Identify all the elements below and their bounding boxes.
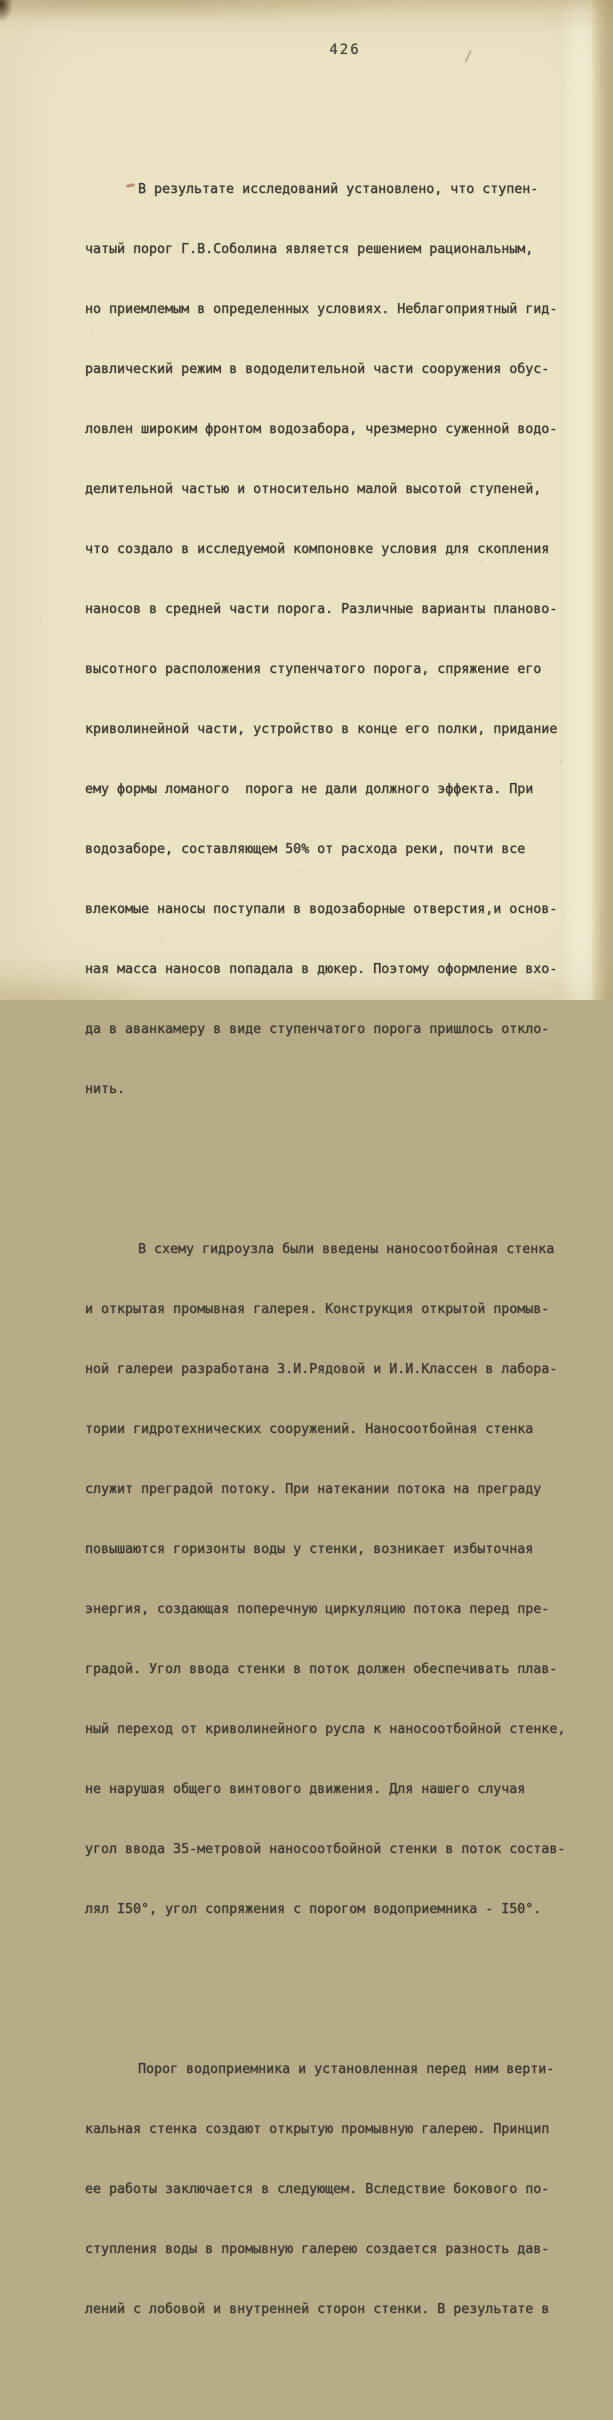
text-line: градой. Угол ввода стенки в поток должен обеспечивать плав- [85, 1662, 558, 1677]
page-text [85, 80, 567, 2420]
text-line: Порог водоприемника и установленная перед ним верти- [138, 2062, 555, 2077]
text-line: В результате исследований установлено, что ступен- [138, 182, 539, 197]
text-line: ная масса наносов попадала в дюкер. Поэтому оформление вхо- [85, 962, 558, 977]
text-line: равлический режим в вододелительной части сооружения обус- [85, 362, 550, 377]
text-line: лял I50°, угол сопряжения с порогом водоприемника - I50°. [85, 1902, 542, 1917]
text-line: и открытая промывная галерея. Конструкция открытой промыв- [85, 1302, 550, 1317]
paper-grain [0, 0, 2, 2]
text-line: наносов в средней части порога. Различные варианты планово- [85, 602, 558, 617]
text-line: но приемлемым в определенных условиях. Неблагоприятный гид- [85, 302, 558, 317]
paragraph-2 [85, 1200, 567, 1960]
text-line: что создало в исследуемой компоновке условия для скопления [85, 542, 550, 557]
text-line: криволинейной части, устройство в конце его полки, придание [85, 722, 558, 737]
text-line: ловлен широким фронтом водозабора, чрезмерно суженной водо- [85, 422, 558, 437]
text-line: да в аванкамеру в виде ступенчатого порога пришлось откло- [85, 1022, 550, 1037]
text-line: В схему гидроузла были введены наносоотбойная стенка [138, 1242, 555, 1257]
page-number: 426 [329, 42, 361, 58]
text-line: угол ввода 35-метровой наносоотбойной стенки в поток состав- [85, 1842, 566, 1857]
text-line: водозаборе, составляющем 50% от расхода реки, почти все [85, 842, 526, 857]
text-line: тории гидротехнических сооружений. Наносоотбойная стенка [85, 1422, 534, 1437]
text-line: делительной частью и относительно малой высотой ступеней, [85, 482, 542, 497]
pencil-mark [464, 50, 471, 63]
text-line: ее работы заключается в следующем. Вследствие бокового по- [85, 2182, 550, 2197]
text-line: кальная стенка создают открытую промывную галерею. Принцип [85, 2122, 550, 2137]
paragraph-1 [85, 140, 567, 1140]
text-line: нить. [85, 1082, 126, 1097]
text-line: не нарушая общего винтового движения. Для нашего случая [85, 1782, 526, 1797]
text-line: повышаются горизонты воды у стенки, возникает избыточная [85, 1542, 534, 1557]
text-line: влекомые наносы поступали в водозаборные отверстия,и основ- [85, 902, 558, 917]
text-line: служит преградой потоку. При натекании потока на преграду [85, 1482, 542, 1497]
text-line: ему формы ломаного порога не дали должного эффекта. При [85, 782, 534, 797]
text-line: ной галереи разработана З.И.Рядовой и И.И.Классен в лабора- [85, 1362, 558, 1377]
text-line: чатый порог Г.В.Соболина является решением рациональным, [85, 242, 534, 257]
text-line: энергия, создающая поперечную циркуляцию потока перед пре- [85, 1602, 550, 1617]
text-line: высотного расположения ступенчатого порога, спряжение его [85, 662, 542, 677]
text-line: ный переход от криволинейного русла к наносоотбойной стенке, [85, 1722, 566, 1737]
paragraph-3 [85, 2020, 567, 2360]
text-line: лений с лобовой и внутренней сторон стенки. В результате в [85, 2302, 550, 2317]
text-line: ступления воды в промывную галерею создается разность дав- [85, 2242, 550, 2257]
